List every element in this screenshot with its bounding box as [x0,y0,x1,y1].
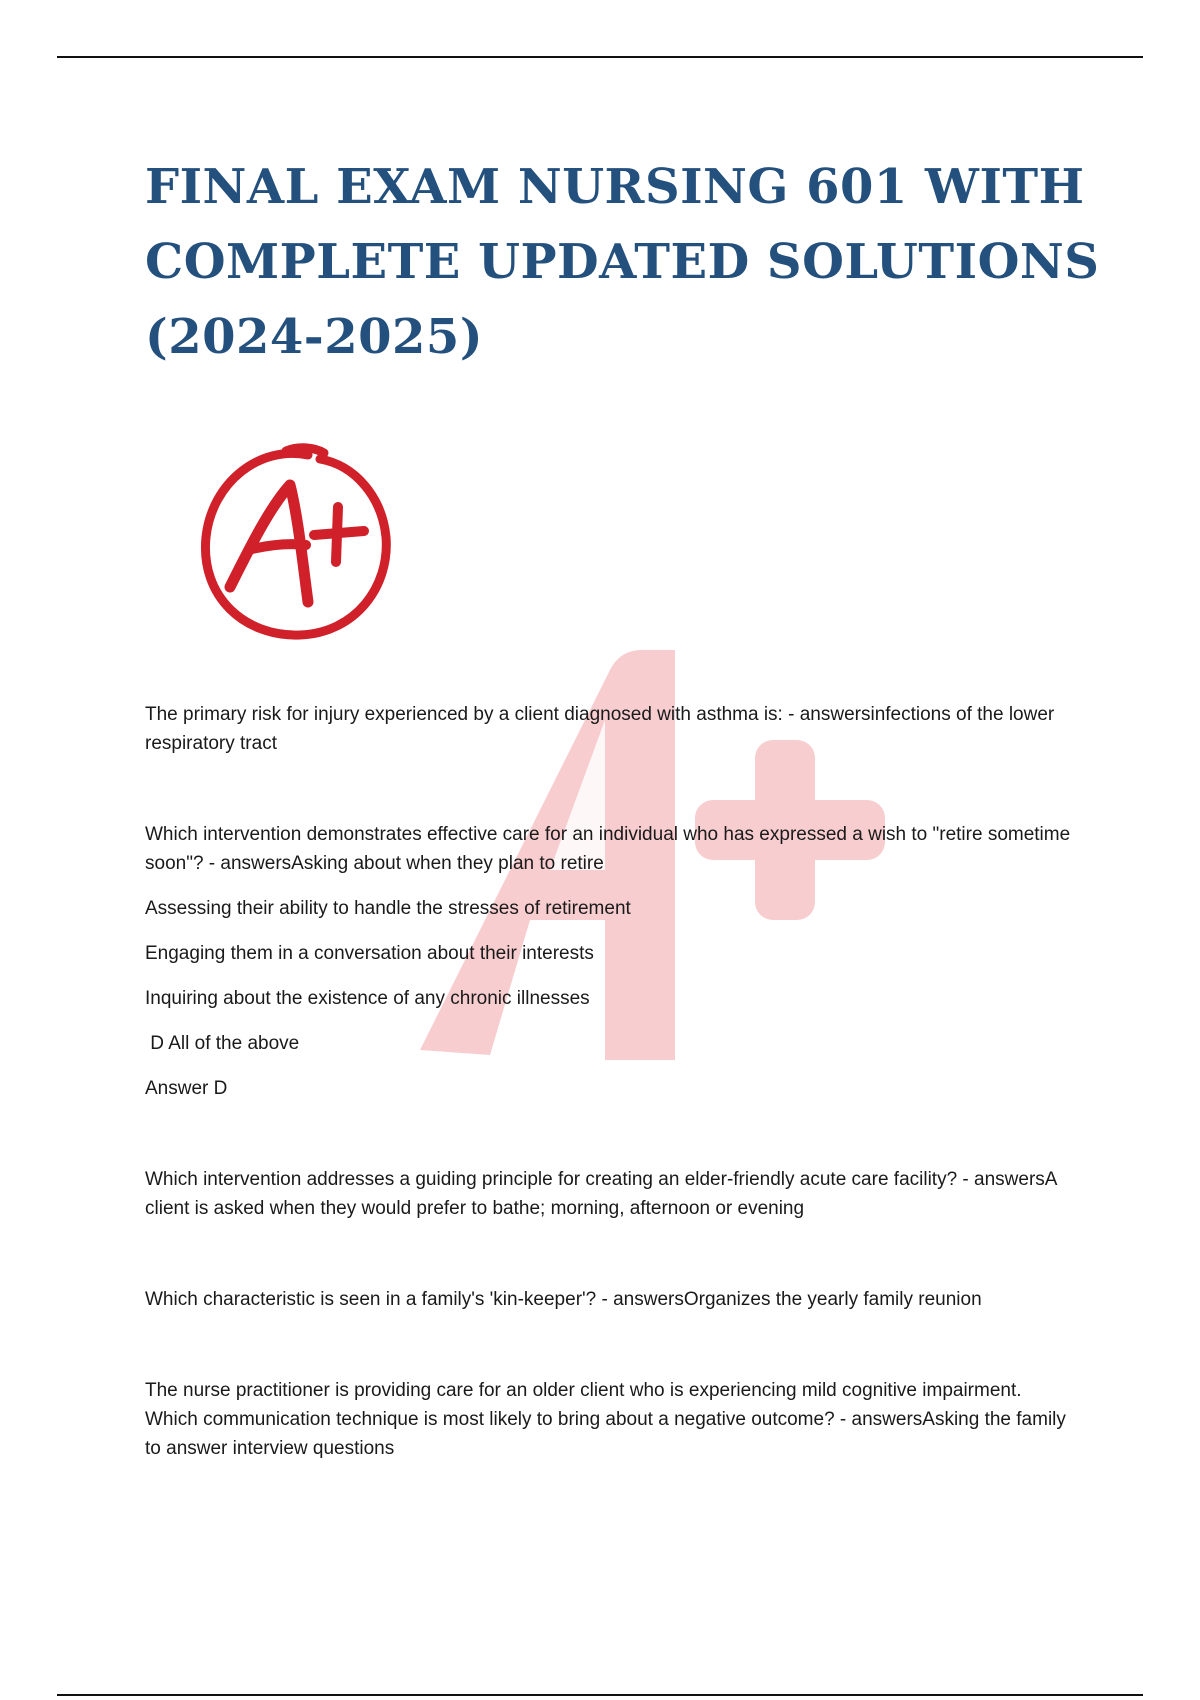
question-2-option-1: Assessing their ability to handle the stresses of retirement [145,898,631,919]
question-5: The nurse practitioner is providing care for an older client who is experiencing mild cognitive impairment. Which communication technique is most likely to bring about a negative outcome? - answersAsking the family to answer interview questions [145,1380,1066,1459]
document-title [145,150,1100,375]
title-line-1: FINAL EXAM NURSING 601 WITH [145,159,1085,215]
bottom-rule [57,1694,1143,1696]
title-line-2: COMPLETE UPDATED SOLUTIONS [145,234,1100,290]
question-4: Which characteristic is seen in a family's 'kin-keeper'? - answersOrganizes the yearly family reunion [145,1289,982,1310]
question-2-option-4: D All of the above [145,1033,300,1054]
question-3: Which intervention addresses a guiding principle for creating an elder-friendly acute care facility? - answersA client is asked when they would prefer to bathe; morning, afternoon or evening [145,1169,1057,1219]
a-plus-grade-icon [190,437,400,647]
question-1: The primary risk for injury experienced by a client diagnosed with asthma is: - answersinfections of the lower respiratory tract [145,704,1055,754]
question-2-option-2: Engaging them in a conversation about their interests [145,943,594,964]
title-line-3: (2024-2025) [145,309,484,365]
exam-content [145,700,1075,1525]
question-2: Which intervention demonstrates effective care for an individual who has expressed a wish to "retire sometime soon"? - answersAsking about when they plan to retire [145,824,1071,874]
top-rule [57,56,1143,58]
question-2-answer: Answer D [145,1078,228,1099]
question-2-option-3: Inquiring about the existence of any chronic illnesses [145,988,590,1009]
